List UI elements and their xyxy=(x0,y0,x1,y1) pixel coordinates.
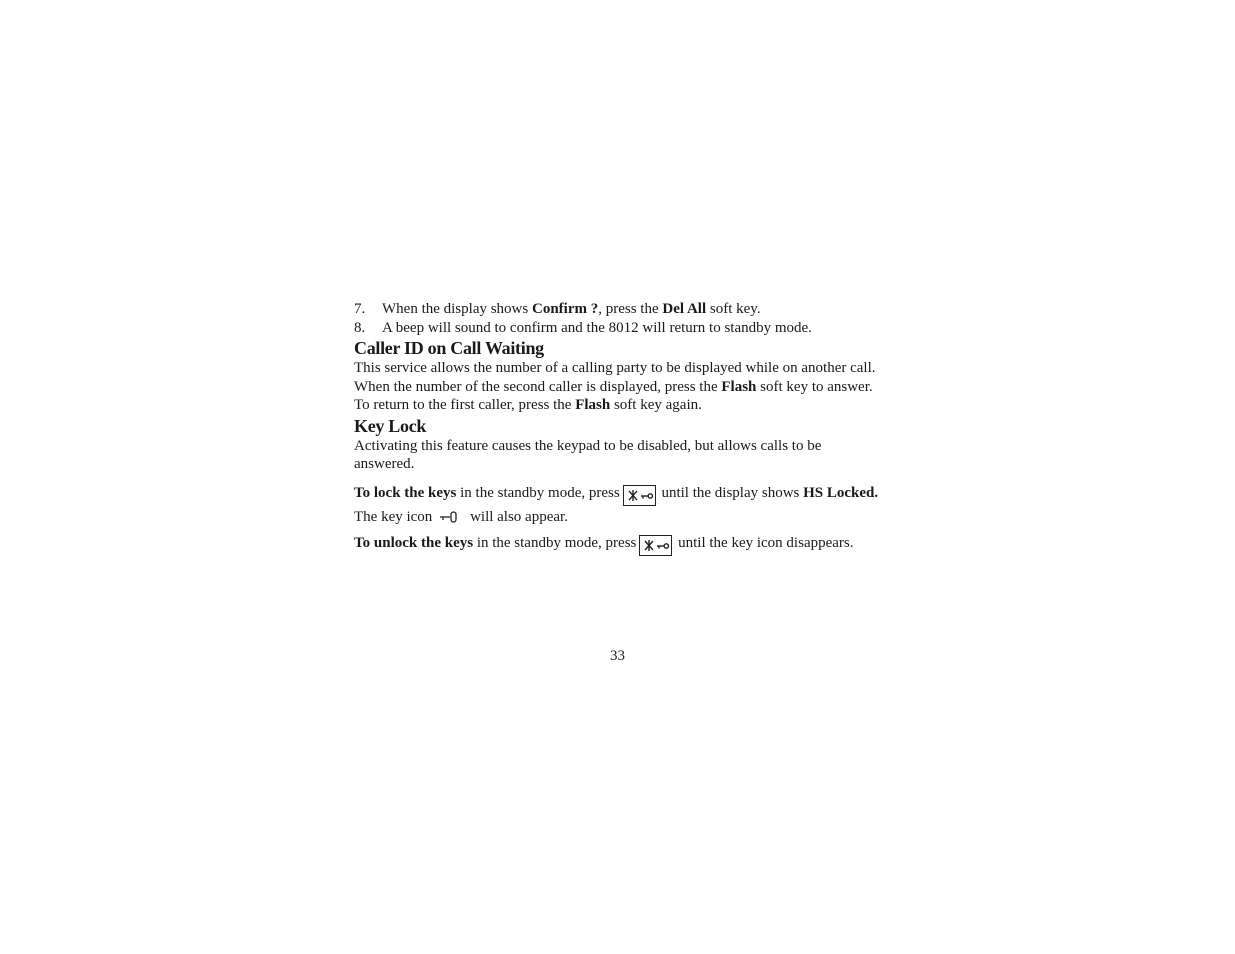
step-number: 8. xyxy=(354,319,366,336)
step-emphasis: Del All xyxy=(662,301,707,317)
paragraph-text: in the standby mode, press xyxy=(473,535,637,552)
key-icon xyxy=(438,508,460,532)
section-heading-caller-id: Caller ID on Call Waiting xyxy=(354,338,544,358)
document-body xyxy=(354,300,884,555)
unlock-instructions xyxy=(354,531,884,555)
step-text: When the display shows xyxy=(382,301,532,317)
step-text: A beep will sound to confirm and the 8012 will return to standby mode. xyxy=(382,319,812,336)
page-number: 33 xyxy=(610,648,625,664)
paragraph-text: The key icon xyxy=(354,508,433,525)
caller-id-paragraph xyxy=(354,359,884,415)
step-text: , press the xyxy=(598,301,663,317)
step-number: 7. xyxy=(354,301,366,317)
paragraph-emphasis: Flash xyxy=(721,378,757,395)
paragraph-text: until the display shows xyxy=(657,484,804,501)
key-lock-intro: Activating this feature causes the keypad to be disabled, but allows calls to be answered. xyxy=(354,437,822,472)
paragraph-emphasis: HS Locked. xyxy=(803,484,879,501)
paragraph-text: will also appear. xyxy=(466,508,568,525)
section-heading-key-lock: Key Lock xyxy=(354,415,427,436)
star-key-lock-icon xyxy=(639,535,672,556)
step-text: soft key. xyxy=(706,301,761,317)
paragraph-emphasis: To unlock the keys xyxy=(354,535,474,552)
step-item xyxy=(354,300,884,319)
paragraph-text: until the key icon disappears. xyxy=(674,535,854,552)
star-key-lock-icon xyxy=(623,485,656,506)
paragraph-text: soft key to answer. To return to the first caller, press the xyxy=(354,378,873,413)
step-item xyxy=(354,319,884,338)
lock-instructions xyxy=(354,481,884,530)
step-emphasis: Confirm ? xyxy=(531,301,599,317)
paragraph-text: This service allows the number of a calling party to be displayed while on another call. When the number of the second caller is displayed, press the xyxy=(354,360,876,395)
paragraph-text: in the standby mode, press xyxy=(456,484,620,501)
paragraph-text: soft key again. xyxy=(610,397,702,413)
paragraph-emphasis: Flash xyxy=(575,397,611,413)
paragraph-emphasis: To lock the keys xyxy=(354,484,457,501)
